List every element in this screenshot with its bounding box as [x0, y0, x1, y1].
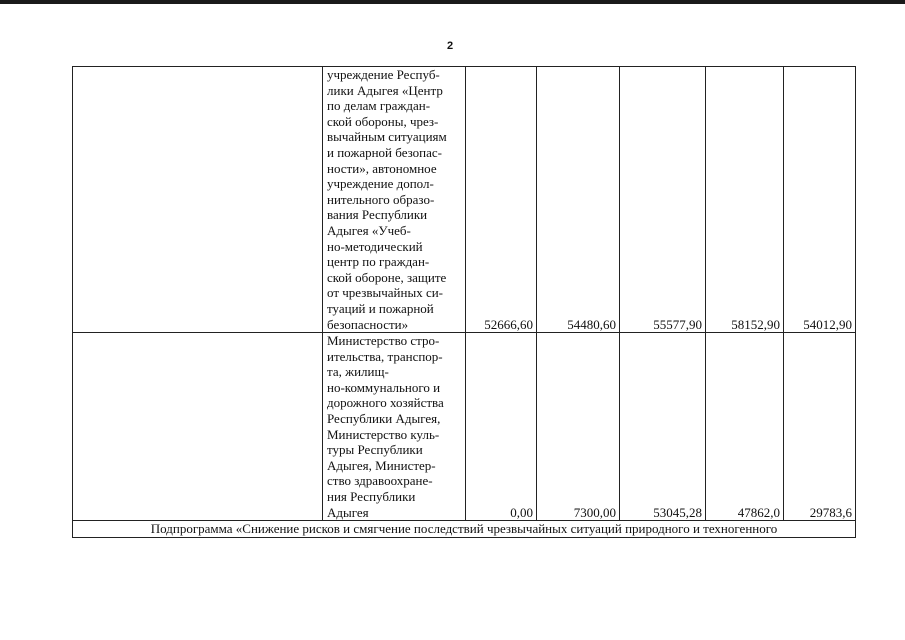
table-row	[73, 67, 856, 333]
org-line: учреждение допол-	[327, 176, 434, 192]
value-cell: 52666,60	[466, 67, 537, 333]
org-line: Республики Адыгея,	[327, 411, 441, 427]
page-top-rule	[0, 0, 905, 4]
value-cell: 29783,6	[784, 333, 856, 521]
org-line: туаций и пожарной	[327, 300, 434, 316]
org-line: нительного образо-	[327, 191, 435, 207]
org-line: ительства, транспор-	[327, 348, 443, 364]
org-line: Адыгея	[327, 504, 369, 520]
org-line: от чрезвычайных си-	[327, 285, 443, 301]
org-line: Адыгея, Министер-	[327, 457, 436, 473]
table-row	[73, 521, 856, 538]
org-line: ской обороне, защите	[327, 269, 447, 285]
org-line: та, жилищ-	[327, 364, 389, 380]
value-cell: 53045,28	[620, 333, 706, 521]
org-line: но-коммунального и	[327, 379, 441, 395]
empty-cell	[73, 333, 323, 521]
value-cell: 54480,60	[537, 67, 620, 333]
org-line: вания Республики	[327, 207, 428, 223]
value-cell: 7300,00	[537, 333, 620, 521]
org-cell	[323, 67, 466, 333]
value-cell: 55577,90	[620, 67, 706, 333]
org-line: лики Адыгея «Центр	[327, 82, 443, 98]
empty-cell	[73, 67, 323, 333]
org-line: Министерство стро-	[327, 333, 440, 349]
value-cell: 47862,0	[706, 333, 784, 521]
org-line: по делам граждан-	[327, 98, 431, 114]
org-line: вычайным ситуациям	[327, 129, 447, 145]
org-line: учреждение Респуб-	[327, 67, 440, 82]
org-line: дорожного хозяйства	[327, 395, 444, 411]
org-cell	[323, 333, 466, 521]
org-line: ской обороны, чрез-	[327, 113, 439, 129]
org-line: ния Республики	[327, 489, 416, 505]
org-line: туры Республики	[327, 442, 423, 458]
budget-table	[72, 66, 856, 538]
org-line: Министерство куль-	[327, 426, 440, 442]
org-line: и пожарной безопас-	[327, 144, 443, 160]
org-line: Адыгея «Учеб-	[327, 222, 411, 238]
org-line: ство здравоохране-	[327, 473, 433, 489]
value-cell: 0,00	[466, 333, 537, 521]
value-cell: 58152,90	[706, 67, 784, 333]
org-line: но-методический	[327, 238, 423, 254]
table-row	[73, 333, 856, 521]
value-cell: 54012,90	[784, 67, 856, 333]
org-line: ности», автономное	[327, 160, 437, 176]
org-line: центр по граждан-	[327, 254, 430, 270]
org-line: безопасности»	[327, 316, 409, 332]
page-number: 2	[446, 40, 454, 52]
subprogram-heading: Подпрограмма «Снижение рисков и смягчение последствий чрезвычайных ситуаций природного и техногенного	[73, 521, 856, 538]
